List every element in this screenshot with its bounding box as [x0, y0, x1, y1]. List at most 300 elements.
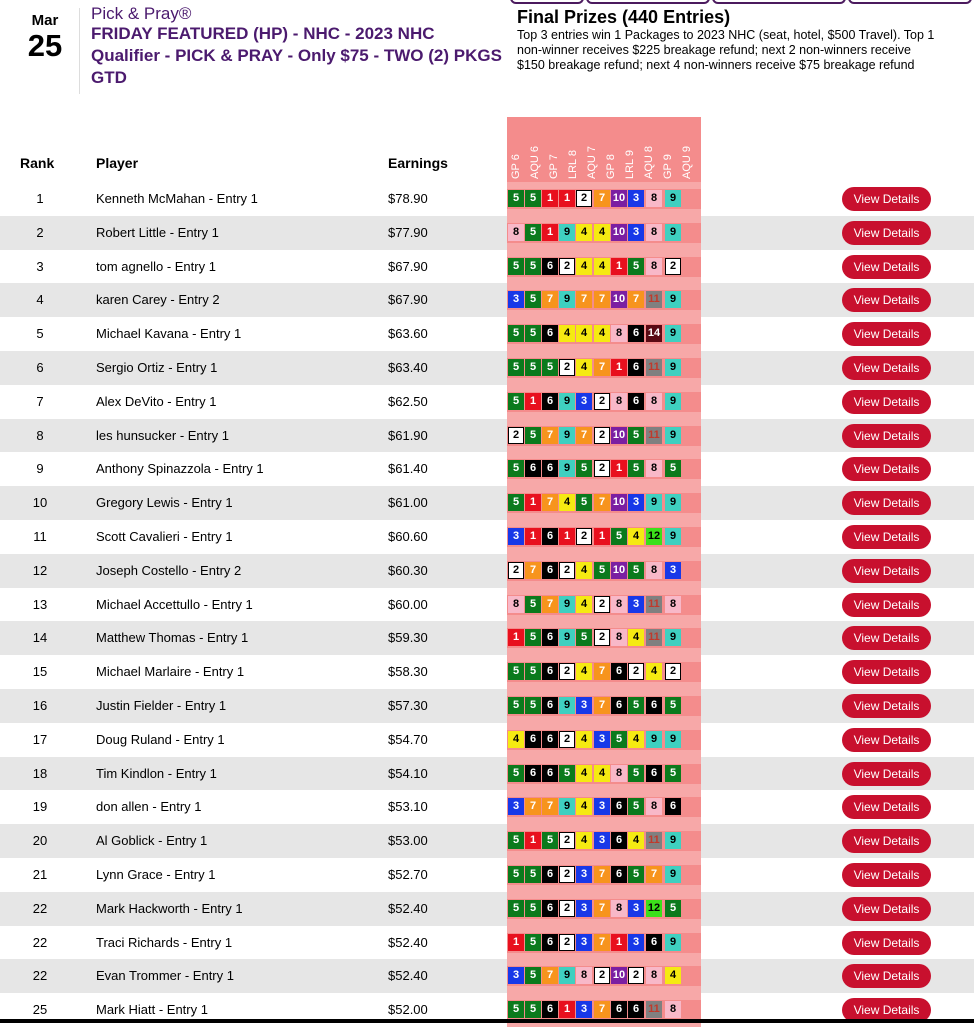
earnings-cell: $57.30	[388, 697, 428, 713]
picks-cell	[507, 486, 701, 520]
rank-cell: 18	[32, 765, 48, 781]
view-details-button[interactable]: View Details	[842, 559, 931, 583]
pick-badge: 8	[611, 393, 627, 410]
pick-badge: 9	[665, 427, 681, 444]
rank-cell: 15	[32, 664, 48, 680]
rank-cell: 13	[32, 596, 48, 612]
pick-badge: 9	[559, 629, 575, 646]
pick-badge: 5	[611, 731, 627, 748]
pick-badge: 10	[611, 562, 627, 579]
pick-badge: 7	[646, 866, 662, 883]
pick-badge: 7	[628, 291, 644, 308]
race-header	[526, 121, 545, 179]
pick-badge: 9	[665, 832, 681, 849]
pick-badge: 7	[594, 900, 610, 917]
nav-tab[interactable]	[586, 0, 710, 4]
view-details-button[interactable]: View Details	[842, 288, 931, 312]
player-cell: Mark Hiatt - Entry 1	[96, 1002, 208, 1018]
pick-badge: 4	[559, 494, 575, 511]
pick-badge: 4	[646, 663, 662, 680]
pick-badge: 3	[628, 900, 644, 917]
table-row	[0, 486, 974, 520]
pick-badge: 7	[594, 291, 610, 308]
pick-badge: 8	[611, 325, 627, 342]
picks-cell	[507, 385, 701, 419]
pick-badge: 3	[508, 967, 524, 984]
pick-badge: 6	[611, 798, 627, 815]
race-header-label: AQU 8	[643, 145, 655, 179]
pick-badge: 5	[576, 494, 592, 511]
table-row	[0, 858, 974, 892]
pick-badge: 11	[646, 359, 662, 376]
player-cell: Kenneth McMahan - Entry 1	[96, 191, 258, 206]
pick-badge: 4	[576, 731, 592, 748]
pick-badge: 10	[611, 291, 627, 308]
picks-cell	[507, 216, 701, 250]
pick-badge: 9	[559, 798, 575, 815]
pick-badge: 9	[665, 629, 681, 646]
pick-badge: 1	[559, 1001, 575, 1018]
race-header	[640, 121, 659, 179]
pick-badge: 1	[611, 460, 627, 477]
pick-badge: 4	[576, 798, 592, 815]
earnings-cell: $52.70	[388, 866, 428, 882]
view-details-button[interactable]: View Details	[842, 525, 931, 549]
picks-cell	[507, 351, 701, 385]
player-cell: Doug Ruland - Entry 1	[96, 731, 225, 747]
pick-badge: 2	[559, 359, 575, 376]
view-details-button[interactable]: View Details	[842, 255, 931, 279]
pick-badge: 11	[646, 596, 662, 613]
pick-badge: 8	[508, 596, 524, 613]
pick-badge: 4	[576, 663, 592, 680]
earnings-cell: $61.40	[388, 461, 428, 477]
pick-badge: 4	[665, 967, 681, 984]
pick-badge: 8	[646, 460, 662, 477]
pick-badge: 1	[594, 528, 610, 545]
pick-badge: 7	[542, 291, 558, 308]
view-details-button[interactable]: View Details	[842, 998, 931, 1022]
view-details-button[interactable]: View Details	[842, 424, 931, 448]
pick-badge: 8	[611, 629, 627, 646]
tournament-brand: Pick & Pray®	[91, 4, 192, 23]
pick-badge: 9	[559, 224, 575, 241]
pick-badge: 9	[646, 494, 662, 511]
pick-badge: 9	[665, 494, 681, 511]
pick-badge: 4	[628, 832, 644, 849]
pick-badge: 5	[525, 291, 541, 308]
pick-badge: 9	[559, 967, 575, 984]
view-details-button[interactable]: View Details	[842, 457, 931, 481]
player-cell: Scott Cavalieri - Entry 1	[96, 528, 233, 544]
pick-badge: 6	[525, 731, 541, 748]
view-details-button[interactable]: View Details	[842, 829, 931, 853]
pick-badge: 9	[559, 427, 575, 444]
earnings-cell: $63.40	[388, 359, 428, 375]
view-details-button[interactable]: View Details	[842, 897, 931, 921]
pick-badge: 2	[559, 866, 575, 883]
pick-badge: 4	[576, 832, 592, 849]
pick-badge: 6	[542, 731, 558, 748]
pick-badge: 1	[559, 190, 575, 207]
pick-badge: 3	[576, 934, 592, 951]
picks-cell	[507, 892, 701, 926]
player-cell: Alex DeVito - Entry 1	[96, 393, 217, 409]
pick-badge: 7	[576, 427, 592, 444]
player-cell: Michael Marlaire - Entry 1	[96, 664, 245, 680]
earnings-cell: $52.40	[388, 934, 428, 950]
pick-badge: 9	[559, 460, 575, 477]
table-row	[0, 926, 974, 960]
picks-cell	[507, 452, 701, 486]
pick-badge: 6	[542, 765, 558, 782]
pick-badge: 3	[628, 596, 644, 613]
pick-badge: 9	[559, 291, 575, 308]
pick-badge: 5	[508, 393, 524, 410]
view-details-button[interactable]: View Details	[842, 491, 931, 515]
pick-badge: 3	[628, 190, 644, 207]
pick-badge: 1	[525, 494, 541, 511]
pick-badge: 6	[542, 866, 558, 883]
race-header	[678, 121, 697, 179]
pick-badge: 3	[576, 866, 592, 883]
race-header-label: AQU 9	[681, 145, 693, 179]
view-details-button[interactable]: View Details	[842, 390, 931, 414]
race-header	[659, 121, 678, 179]
pick-badge: 12	[646, 528, 662, 545]
pick-badge: 6	[542, 325, 558, 342]
table-row	[0, 520, 974, 554]
pick-badge: 5	[508, 258, 524, 275]
view-details-button[interactable]: View Details	[842, 694, 931, 718]
pick-badge: 11	[646, 291, 662, 308]
table-row	[0, 892, 974, 926]
view-details-button[interactable]: View Details	[842, 863, 931, 887]
pick-badge: 3	[628, 224, 644, 241]
pick-badge: 3	[576, 900, 592, 917]
pick-badge: 5	[508, 765, 524, 782]
player-column-header: Player	[96, 155, 139, 171]
pick-badge: 3	[628, 934, 644, 951]
tournament-header	[91, 4, 503, 89]
pick-badge: 6	[646, 697, 662, 714]
pick-badge: 6	[525, 765, 541, 782]
pick-badge: 2	[594, 596, 610, 613]
pick-badge: 7	[576, 291, 592, 308]
pick-badge: 11	[646, 427, 662, 444]
pick-badge: 1	[525, 832, 541, 849]
pick-badge: 5	[559, 765, 575, 782]
table-row	[0, 283, 974, 317]
table-row	[0, 216, 974, 250]
bottom-bar	[0, 1019, 974, 1023]
pick-badge: 5	[525, 427, 541, 444]
pick-badge: 4	[508, 731, 524, 748]
pick-badge: 9	[665, 291, 681, 308]
picks-cell	[507, 520, 701, 554]
pick-badge: 3	[576, 1001, 592, 1018]
view-details-button[interactable]: View Details	[842, 356, 931, 380]
table-row	[0, 419, 974, 453]
pick-badge: 5	[525, 967, 541, 984]
picks-cell	[507, 959, 701, 993]
pick-badge: 4	[628, 629, 644, 646]
picks-cell	[507, 926, 701, 960]
pick-badge: 5	[508, 1001, 524, 1018]
pick-badge: 2	[508, 427, 524, 444]
table-row	[0, 182, 974, 216]
pick-badge: 6	[611, 1001, 627, 1018]
pick-badge: 4	[576, 562, 592, 579]
picks-cell	[507, 858, 701, 892]
picks-cell	[507, 182, 701, 216]
prizes-title: Final Prizes (440 Entries)	[517, 7, 731, 27]
earnings-cell: $67.90	[388, 258, 428, 274]
pick-badge: 8	[611, 765, 627, 782]
pick-badge: 1	[559, 528, 575, 545]
pick-badge: 2	[576, 190, 592, 207]
pick-badge: 5	[525, 596, 541, 613]
pick-badge: 9	[665, 325, 681, 342]
pick-badge: 7	[594, 866, 610, 883]
pick-badge: 9	[665, 393, 681, 410]
pick-badge: 7	[542, 798, 558, 815]
picks-cell	[507, 419, 701, 453]
pick-badge: 2	[559, 900, 575, 917]
view-details-button[interactable]: View Details	[842, 593, 931, 617]
table-row	[0, 452, 974, 486]
earnings-cell: $60.60	[388, 528, 428, 544]
picks-cell	[507, 554, 701, 588]
pick-badge: 1	[525, 393, 541, 410]
race-header	[602, 121, 621, 179]
pick-badge: 4	[594, 258, 610, 275]
pick-badge: 9	[665, 528, 681, 545]
view-details-button[interactable]: View Details	[842, 221, 931, 245]
view-details-button[interactable]: View Details	[842, 931, 931, 955]
earnings-cell: $60.30	[388, 562, 428, 578]
pick-badge: 5	[665, 460, 681, 477]
rank-cell: 9	[36, 461, 44, 477]
view-details-button[interactable]: View Details	[842, 187, 931, 211]
player-cell: Joseph Costello - Entry 2	[96, 562, 242, 578]
pick-badge: 2	[628, 967, 644, 984]
picks-cell	[507, 655, 701, 689]
pick-badge: 3	[508, 291, 524, 308]
pick-badge: 1	[611, 359, 627, 376]
earnings-cell: $54.70	[388, 731, 428, 747]
race-header-label: LRL 8	[567, 150, 579, 179]
view-details-button[interactable]: View Details	[842, 964, 931, 988]
pick-badge: 2	[594, 427, 610, 444]
pick-badge: 4	[628, 528, 644, 545]
earnings-cell: $52.00	[388, 1002, 428, 1018]
pick-badge: 6	[542, 629, 558, 646]
pick-badge: 5	[628, 765, 644, 782]
picks-cell	[507, 317, 701, 351]
pick-badge: 5	[508, 460, 524, 477]
pick-badge: 5	[525, 325, 541, 342]
earnings-cell: $59.30	[388, 630, 428, 646]
pick-badge: 2	[559, 562, 575, 579]
table-row	[0, 351, 974, 385]
pick-badge: 10	[611, 190, 627, 207]
pick-badge: 5	[665, 765, 681, 782]
pick-badge: 1	[525, 528, 541, 545]
pick-badge: 7	[542, 967, 558, 984]
pick-badge: 8	[508, 224, 524, 241]
rank-cell: 12	[32, 562, 48, 578]
nav-tab[interactable]	[848, 0, 972, 4]
player-cell: les hunsucker - Entry 1	[96, 427, 229, 443]
player-cell: Mark Hackworth - Entry 1	[96, 900, 243, 916]
picks-cell	[507, 250, 701, 284]
earnings-cell: $77.90	[388, 224, 428, 240]
pick-badge: 8	[646, 258, 662, 275]
table-row	[0, 959, 974, 993]
rank-cell: 22	[32, 900, 48, 916]
pick-badge: 6	[611, 832, 627, 849]
table-row	[0, 757, 974, 791]
pick-badge: 2	[559, 663, 575, 680]
pick-badge: 4	[559, 325, 575, 342]
rank-cell: 19	[32, 799, 48, 815]
pick-badge: 3	[594, 731, 610, 748]
pick-badge: 14	[646, 325, 662, 342]
nav-tab[interactable]	[712, 0, 846, 4]
race-header	[583, 121, 602, 179]
earnings-cell: $54.10	[388, 765, 428, 781]
player-cell: Sergio Ortiz - Entry 1	[96, 359, 218, 375]
pick-badge: 11	[646, 832, 662, 849]
pick-badge: 5	[525, 258, 541, 275]
earnings-cell: $61.00	[388, 495, 428, 511]
view-details-button[interactable]: View Details	[842, 626, 931, 650]
prizes-panel	[517, 8, 937, 73]
pick-badge: 1	[542, 224, 558, 241]
race-header-label: GP 7	[548, 154, 560, 179]
pick-badge: 8	[646, 190, 662, 207]
player-cell: Michael Accettullo - Entry 1	[96, 596, 253, 612]
picks-cell	[507, 723, 701, 757]
pick-badge: 5	[525, 359, 541, 376]
pick-badge: 1	[508, 934, 524, 951]
tournament-date	[18, 12, 72, 61]
pick-badge: 4	[594, 765, 610, 782]
pick-badge: 2	[559, 832, 575, 849]
pick-badge: 10	[611, 427, 627, 444]
pick-badge: 5	[525, 900, 541, 917]
player-cell: tom agnello - Entry 1	[96, 258, 216, 274]
view-details-button[interactable]: View Details	[842, 728, 931, 752]
earnings-cell: $60.00	[388, 596, 428, 612]
pick-badge: 4	[576, 258, 592, 275]
race-header-label: LRL 9	[624, 150, 636, 179]
pick-badge: 5	[665, 900, 681, 917]
pick-badge: 3	[628, 494, 644, 511]
pick-badge: 11	[646, 629, 662, 646]
pick-badge: 1	[508, 629, 524, 646]
pick-badge: 5	[508, 494, 524, 511]
picks-cell	[507, 621, 701, 655]
pick-badge: 6	[646, 934, 662, 951]
pick-badge: 5	[508, 359, 524, 376]
race-header	[545, 121, 564, 179]
pick-badge: 6	[611, 866, 627, 883]
pick-badge: 8	[665, 596, 681, 613]
view-details-button[interactable]: View Details	[842, 322, 931, 346]
picks-cell	[507, 790, 701, 824]
pick-badge: 9	[665, 866, 681, 883]
pick-badge: 9	[665, 934, 681, 951]
pick-badge: 6	[542, 393, 558, 410]
player-cell: Tim Kindlon - Entry 1	[96, 765, 217, 781]
pick-badge: 9	[646, 731, 662, 748]
player-cell: Justin Fielder - Entry 1	[96, 697, 227, 713]
pick-badge: 5	[508, 190, 524, 207]
pick-badge: 3	[594, 832, 610, 849]
pick-badge: 5	[525, 663, 541, 680]
pick-badge: 6	[665, 798, 681, 815]
rank-cell: 8	[36, 427, 44, 443]
race-column-headers	[507, 117, 701, 183]
pick-badge: 6	[542, 663, 558, 680]
race-header-label: GP 8	[605, 154, 617, 179]
prizes-description: Top 3 entries win 1 Packages to 2023 NHC (seat, hotel, $500 Travel). Top 1 non-winner receives $225 breakage refund; next 2 non-winners receive $150 breakage refund; next 4 non-winners receive $75 breakage refund	[517, 28, 935, 72]
view-details-button[interactable]: View Details	[842, 660, 931, 684]
pick-badge: 5	[508, 663, 524, 680]
race-header-label: AQU 6	[529, 145, 541, 179]
pick-badge: 7	[525, 562, 541, 579]
pick-badge: 5	[628, 798, 644, 815]
player-cell: Matthew Thomas - Entry 1	[96, 630, 249, 646]
view-details-button[interactable]: View Details	[842, 795, 931, 819]
nav-tab[interactable]	[510, 0, 584, 4]
pick-badge: 3	[576, 393, 592, 410]
rank-column-header: Rank	[20, 155, 55, 171]
pick-badge: 4	[576, 325, 592, 342]
pick-badge: 9	[665, 224, 681, 241]
pick-badge: 8	[646, 393, 662, 410]
view-details-button[interactable]: View Details	[842, 762, 931, 786]
tournament-name: FRIDAY FEATURED (HP) - NHC - 2023 NHC Qualifier - PICK & PRAY - Only $75 - TWO (2) PKGS GTD	[91, 24, 502, 87]
pick-badge: 6	[542, 697, 558, 714]
pick-badge: 5	[542, 832, 558, 849]
pick-badge: 5	[576, 629, 592, 646]
pick-badge: 7	[594, 1001, 610, 1018]
rank-cell: 4	[36, 292, 44, 308]
table-row	[0, 655, 974, 689]
race-header-label: GP 6	[510, 154, 522, 179]
pick-badge: 6	[628, 1001, 644, 1018]
pick-badge: 8	[646, 798, 662, 815]
pick-badge: 9	[665, 190, 681, 207]
race-header	[507, 121, 526, 179]
pick-badge: 9	[559, 697, 575, 714]
player-cell: Michael Kavana - Entry 1	[96, 326, 242, 342]
player-cell: don allen - Entry 1	[96, 799, 202, 815]
pick-badge: 6	[542, 258, 558, 275]
pick-badge: 6	[628, 325, 644, 342]
pick-badge: 12	[646, 900, 662, 917]
pick-badge: 5	[628, 258, 644, 275]
rank-cell: 21	[32, 866, 48, 882]
pick-badge: 7	[542, 427, 558, 444]
player-cell: Traci Richards - Entry 1	[96, 934, 233, 950]
table-row	[0, 250, 974, 284]
pick-badge: 5	[525, 224, 541, 241]
pick-badge: 8	[665, 1001, 681, 1018]
